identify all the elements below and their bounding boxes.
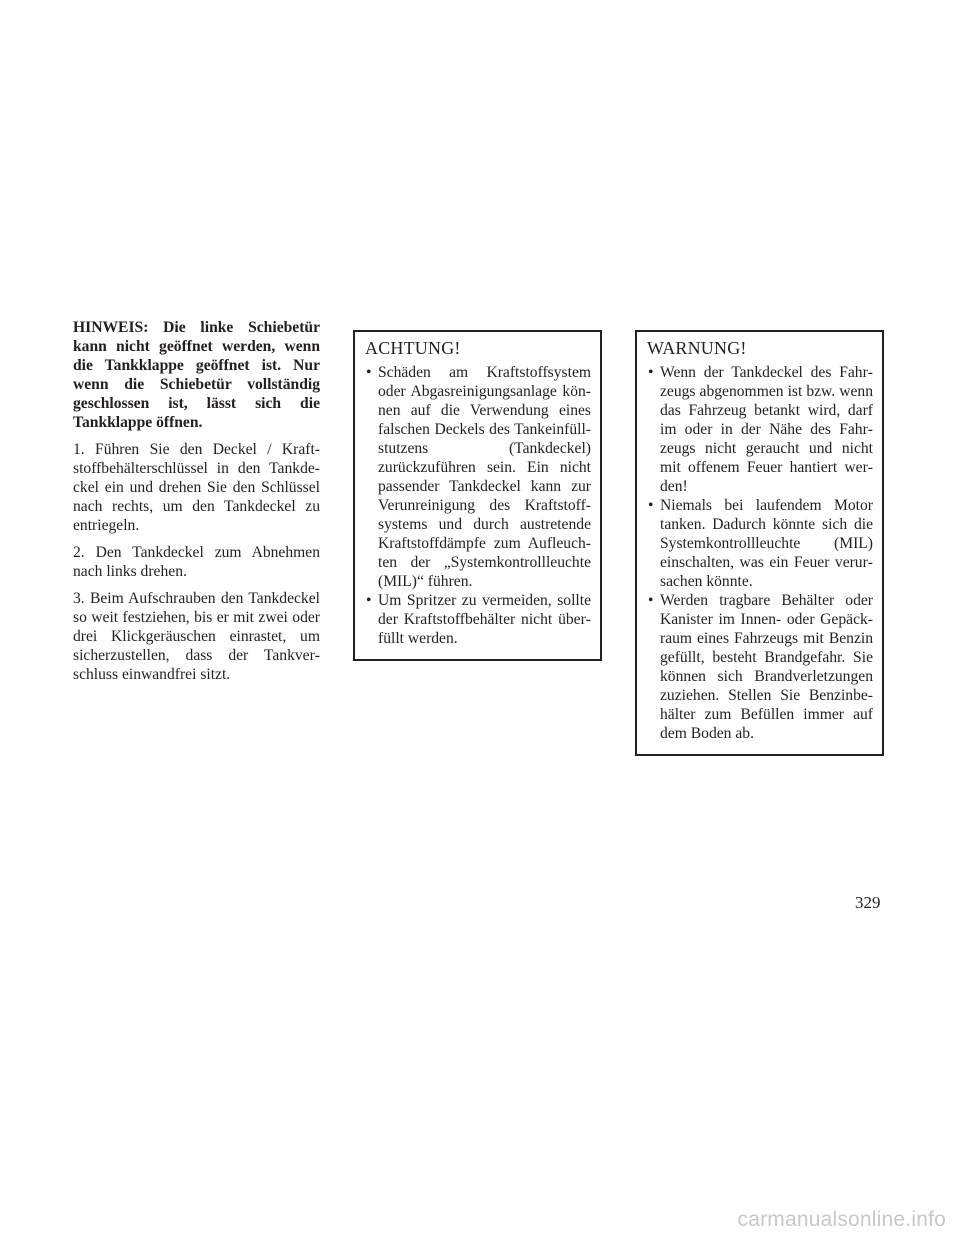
middle-column [353,330,602,661]
note-paragraph: HINWEIS: Die linke Schiebetür kann nicht geöffnet werden, wenn die Tankklappe geöffnet ist. Nur wenn die Schiebetür vollständig geschlossen ist, lässt sich die Tankklappe öffnen. [73,319,320,431]
right-column [635,330,884,756]
caution-title: ACHTUNG! [365,338,461,358]
warning-list [647,363,873,743]
step-1: 1. Führen Sie den Deckel / Kraftstoffbehälterschlüssel in den Tankdeckel ein und drehen Sie den Schlüssel nach rechts, um den Tankdeckel zu entriegeln. [73,441,320,534]
bullet-icon: • [648,592,654,609]
warning-box [635,330,884,756]
warning-item [647,591,873,743]
bullet-icon: • [648,364,654,381]
warning-item-text: Wenn der Tankdeckel des Fahrzeugs abgenommen ist bzw. wenn das Fahrzeug betankt wird, darf im oder in der Nähe des Fahrzeugs nicht geraucht und nicht mit offenem Feuer hantiert werden! [660,364,873,495]
caution-item [365,363,591,591]
bullet-icon: • [648,497,654,514]
warning-item [647,363,873,496]
bullet-icon: • [366,364,372,381]
warning-item-text: Niemals bei laufendem Motor tanken. Dadurch könnte sich die Systemkontrollleuchte (MIL) einschalten, was ein Feuer verursachen könnte. [660,497,873,590]
caution-item-text: Schäden am Kraftstoffsystem oder Abgasreinigungsanlage können auf die Verwendung eines falschen Deckels des Tankeinfüllstutzens (Tankdeckel) zurückzuführen sein. Ein nicht passender Tankdeckel kann zur Verunreinigung des Kraftstoffsystems und durch austretende Kraftstoffdämpfe zum Aufleuchten der „Systemkontrollleuchte (MIL)“ führen. [378,364,591,590]
caution-list [365,363,591,648]
caution-item-text: Um Spritzer zu vermeiden, sollte der Kraftstoffbehälter nicht überfüllt werden. [378,592,591,647]
watermark: carmanualsonline.info [737,1208,946,1231]
bullet-icon: • [366,592,372,609]
warning-title: WARNUNG! [647,338,747,358]
step-3: 3. Beim Aufschrauben den Tankdeckel so weit festziehen, bis er mit zwei oder drei Klickgeräuschen einrastet, um sicherzustellen, dass der Tankverschluss einwandfrei sitzt. [73,590,320,683]
caution-item [365,591,591,648]
step-2: 2. Den Tankdeckel zum Abnehmen nach links drehen. [73,544,320,580]
warning-item-text: Werden tragbare Behälter oder Kanister im Innen- oder Gepäckraum eines Fahrzeugs mit Benzin gefüllt, besteht Brandgefahr. Sie können sich Brandverletzungen zuziehen. Stellen Sie Benzinbehälter zum Befüllen immer auf dem Boden ab. [660,592,873,742]
page-number: 329 [855,893,881,912]
warning-item [647,496,873,591]
left-column [73,318,320,692]
caution-box [353,330,602,661]
